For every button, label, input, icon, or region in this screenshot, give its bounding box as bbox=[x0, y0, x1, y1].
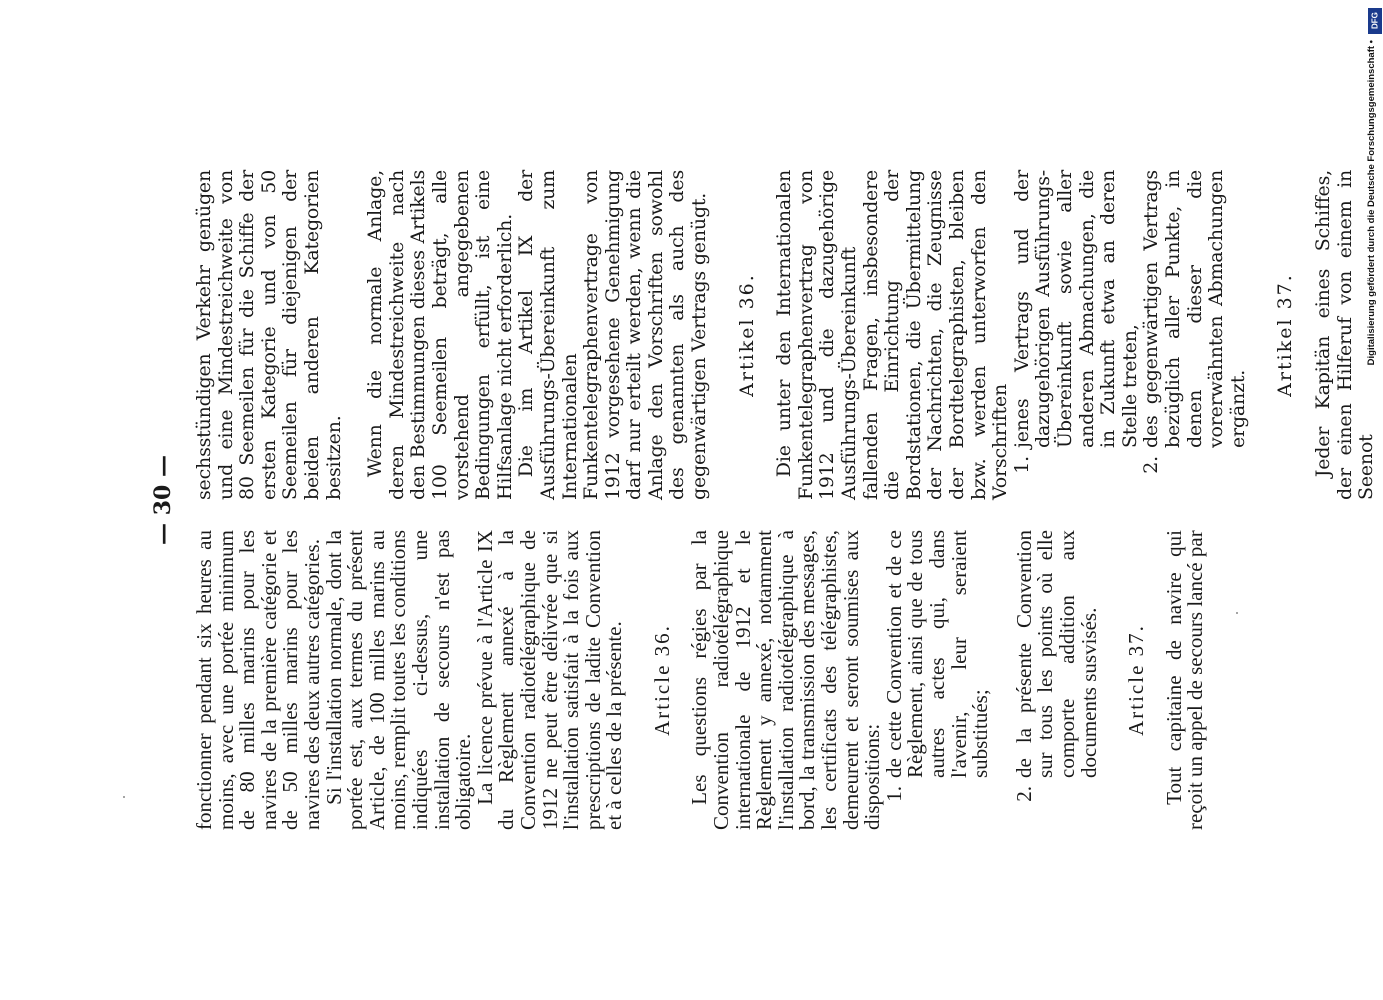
french-paragraph-3: La licence prévue à l'Article IX du Règlement annexé à la Convention radiotélégraphique de 1912 ne peut être délivrée que si l'installation satisfait à la fois aux prescriptions de ladite Convention et à celles de la présente. bbox=[472, 530, 627, 830]
german-item-1 bbox=[1012, 170, 1142, 500]
dfg-credit bbox=[1366, 8, 1383, 988]
french-article-36-intro: Les questions régies par la Convention radiotélégraphique internationale de 1912 et le Règlement y annexé, notamment l'installation radiotélégraphique à bord, la transmission des messages, les certificats des télégraphistes, demeurent et seront soumises aux dispositions: bbox=[687, 530, 885, 830]
french-item-1 bbox=[881, 530, 993, 830]
french-article-37-title: Article 37. bbox=[1124, 624, 1149, 736]
german-item-2 bbox=[1141, 170, 1249, 500]
german-paragraph-1: sechsstündigen Verkehr genügen und eine Mindestreichweite von 80 Seemeilen für die Schiffe der ersten Kategorie und von 50 Seemeilen für diejenigen der beiden anderen Kategorien besitzen. bbox=[193, 170, 345, 500]
german-paragraph-2: Wenn die normale Anlage, deren Mindestreichweite nach den Bestimmungen dieses Artikels 100 Seemeilen beträgt, alle vorstehend angegebenen Bedingungen erfüllt, ist eine Hilfsanlage nicht erforderlich. bbox=[364, 170, 516, 500]
scan-speck bbox=[1236, 612, 1238, 614]
german-article-36-intro: Die unter den Internationalen Funkentelegraphenvertrag von 1912 und die dazugehörige Ausführungs-Übereinkunft fallenden Fragen, insbesondere die Einrichtung der Bordstationen, die Übermittelung der Nachrichten, die Zeugnisse der Bordtelegraphisten, bleiben bzw. werden unterworfen den Vorschriften bbox=[773, 170, 1012, 500]
german-paragraph-3: Die im Artikel IX der Ausführungs-Übereinkunft zum Internationalen Funkentelegraphenvertrage von 1912 vorgesehene Genehmigung darf nur erteilt werden, wenn die Anlage den Vorschriften sowohl des genannten als auch des gegenwärtigen Vertrags genügt. bbox=[515, 170, 711, 500]
french-column bbox=[194, 530, 1207, 830]
french-item-1-number: 1. bbox=[881, 786, 906, 802]
dfg-logo: DFG bbox=[1368, 8, 1382, 34]
french-article-37-text: Tout capitaine de navire qui reçoit un appel de secours lancé par bbox=[1161, 530, 1208, 830]
german-item-2-number: 2. bbox=[1140, 456, 1163, 474]
french-paragraph-1: fonctionner pendant six heures au moins, avec une portée minimum de 80 milles marins pour les navires de la première catégorie et de 50 milles marins pour les navires des deux autres catégories. bbox=[192, 530, 324, 830]
french-item-2-number: 2. bbox=[1011, 786, 1036, 802]
german-item-2-text: des gegenwärtigen Vertrags bezüglich aller Punkte, in denen dieser die vorerwähnten Abmachungen ergänzt. bbox=[1140, 170, 1249, 448]
french-item-2 bbox=[1011, 530, 1101, 830]
french-article-36-title: Article 36. bbox=[649, 624, 674, 736]
german-article-37-title: Artikel 37. bbox=[1274, 273, 1297, 397]
french-paragraph-2: Si l'installation normale, dont la portée est, aux termes du présent Article, de 100 milles marins au moins, remplit toutes les conditions indiquées ci-dessus, une installation de secours n'est pas obligatoire. bbox=[321, 530, 476, 830]
dfg-credit-text: Digitalisierung gefördert durch die Deutsche Forschungsgemeinschaft • bbox=[1366, 40, 1377, 366]
german-item-1-number: 1. bbox=[1010, 456, 1033, 474]
french-item-2-text: de la présente Convention sur tous les points où elle comporte addition aux documents susvisés. bbox=[1011, 530, 1101, 778]
french-item-1-text: de cette Convention et de ce Règlement, ainsi que de tous autres actes qui, dans l'avenir, leur seraient substitués; bbox=[881, 530, 993, 778]
german-column bbox=[194, 170, 1378, 500]
german-article-36-title: Artikel 36. bbox=[735, 273, 758, 397]
scan-speck bbox=[123, 796, 125, 798]
german-article-37-text: Jeder Kapitän eines Schiffes, der einen Hilferuf von einem in Seenot bbox=[1311, 170, 1378, 500]
german-item-1-text: jenes Vertrags und der dazugehörigen Ausführungs-Übereinkunft sowie aller anderen Abmachungen, die in Zukunft etwa an deren Stelle treten, bbox=[1010, 170, 1141, 448]
page-number: — 30 — bbox=[150, 455, 176, 545]
